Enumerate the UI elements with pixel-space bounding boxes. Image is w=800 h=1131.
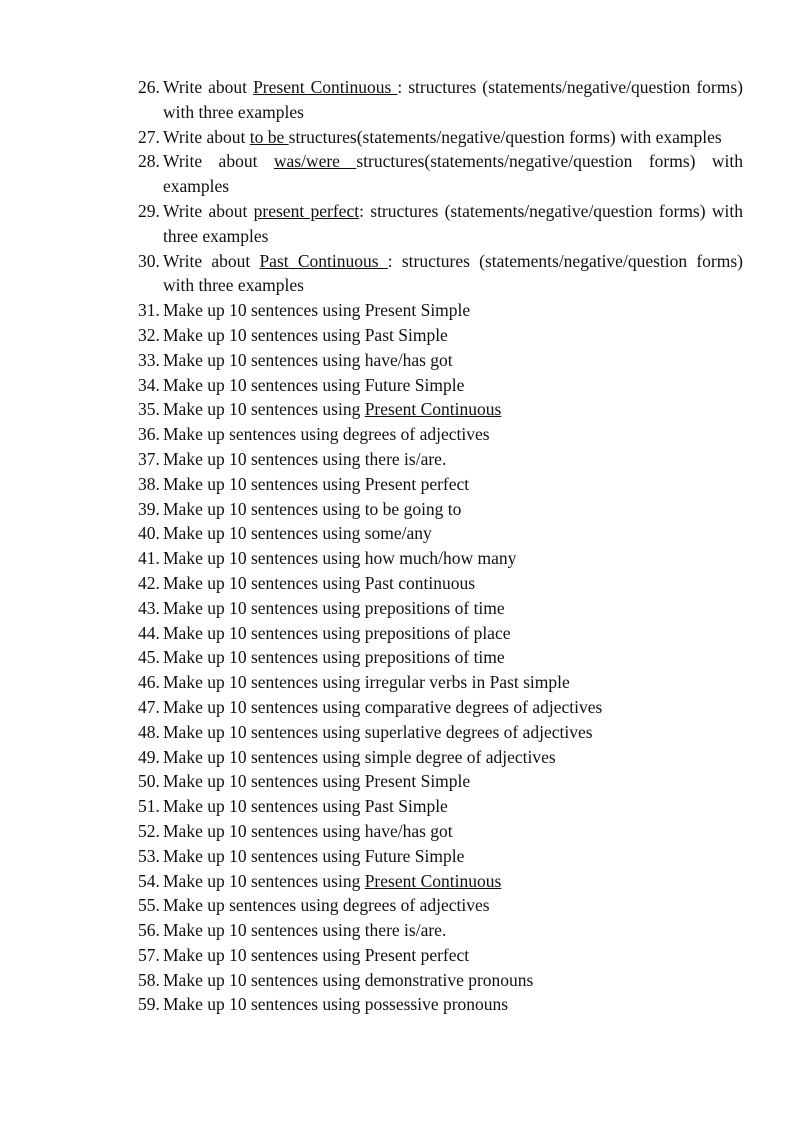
item-text: Make up sentences using degrees of adjectives (163, 895, 490, 916)
item-number: 36. (138, 424, 160, 445)
item-number: 52. (138, 820, 160, 841)
list-item (138, 869, 743, 894)
item-text: Write about (163, 151, 274, 172)
item-underlined-text: Present Continuous (253, 77, 398, 97)
item-text: Make up 10 sentences using have/has got (163, 820, 453, 841)
item-text: Make up 10 sentences using Past Simple (163, 324, 448, 345)
item-text: Make up 10 sentences using Present perfect (163, 473, 470, 494)
item-text: Make up 10 sentences using Present Simple (163, 300, 471, 321)
item-number: 31. (138, 300, 160, 321)
item-text: Make up 10 sentences using (163, 870, 365, 891)
list-item (138, 621, 743, 646)
list-item (138, 75, 743, 125)
item-number: 34. (138, 374, 160, 395)
list-item (138, 943, 743, 968)
item-number: 49. (138, 746, 160, 767)
item-text: Make up 10 sentences using Past Simple (163, 796, 448, 817)
list-item (138, 745, 743, 770)
item-text-continued: structures(statements/negative/question forms) with examples (163, 151, 743, 197)
item-number: 30. (138, 250, 160, 271)
item-number: 37. (138, 448, 160, 469)
list-item (138, 422, 743, 447)
list-item (138, 149, 743, 199)
item-underlined-text: Present Continuous (364, 399, 502, 420)
item-text: Make up 10 sentences using Past continuous (163, 572, 476, 593)
item-text: Write about (163, 200, 254, 221)
list-item (138, 992, 743, 1017)
list-item (138, 968, 743, 993)
list-item (138, 546, 743, 571)
item-number: 28. (138, 151, 160, 172)
item-text: Make up 10 sentences using Future Simple (163, 374, 465, 395)
item-number: 51. (138, 796, 160, 817)
item-underlined-text: to be (249, 126, 289, 147)
list-item (138, 323, 743, 348)
item-number: 35. (138, 399, 160, 420)
item-text-continued: structures(statements/negative/question forms) with examples (288, 126, 722, 147)
item-text: Make up 10 sentences using how much/how many (163, 548, 517, 569)
item-number: 27. (138, 126, 160, 147)
item-number: 39. (138, 498, 160, 519)
item-number: 58. (138, 969, 160, 990)
list-item (138, 472, 743, 497)
item-number: 38. (138, 473, 160, 494)
list-item (138, 844, 743, 869)
item-text: Make up 10 sentences using superlative degrees of adjectives (163, 721, 593, 742)
list-item (138, 596, 743, 621)
list-item (138, 571, 743, 596)
item-text-continued: : structures (statements/negative/question forms) with three examples (163, 77, 743, 122)
list-item (138, 819, 743, 844)
item-text: Make up sentences using degrees of adjectives (163, 424, 490, 445)
item-underlined-text: Present Continuous (364, 870, 502, 891)
item-text: Make up 10 sentences using prepositions of time (163, 597, 505, 618)
item-text: Make up 10 sentences using have/has got (163, 349, 453, 370)
item-number: 26. (138, 77, 160, 97)
item-text: Write about (163, 77, 254, 97)
list-item (138, 447, 743, 472)
item-text: Write about (163, 250, 260, 271)
item-number: 40. (138, 523, 160, 544)
item-number: 47. (138, 696, 160, 717)
item-number: 59. (138, 994, 160, 1015)
item-number: 57. (138, 944, 160, 965)
item-text: Make up 10 sentences using there is/are. (163, 448, 447, 469)
list-item (138, 497, 743, 522)
item-number: 42. (138, 572, 160, 593)
item-text: Make up 10 sentences using comparative degrees of adjectives (163, 696, 603, 717)
list-item (138, 199, 743, 249)
item-number: 46. (138, 672, 160, 693)
item-text: Write about (163, 126, 250, 147)
item-text: Make up 10 sentences using demonstrative pronouns (163, 969, 534, 990)
list-item (138, 670, 743, 695)
item-text: Make up 10 sentences using prepositions of place (163, 622, 511, 643)
item-number: 44. (138, 622, 160, 643)
item-number: 33. (138, 349, 160, 370)
list-item (138, 645, 743, 670)
item-text: Make up 10 sentences using (163, 399, 365, 420)
item-number: 54. (138, 870, 160, 891)
list-item (138, 348, 743, 373)
item-text: Make up 10 sentences using to be going to (163, 498, 462, 519)
list-item (138, 720, 743, 745)
list-item (138, 521, 743, 546)
item-underlined-text: Past Continuous (259, 250, 388, 271)
item-text: Make up 10 sentences using prepositions of time (163, 647, 505, 668)
item-text: Make up 10 sentences using some/any (163, 523, 432, 544)
list-item (138, 769, 743, 794)
item-text-continued: : structures (statements/negative/question forms) with three examples (163, 250, 743, 296)
item-number: 56. (138, 920, 160, 941)
item-text: Make up 10 sentences using there is/are. (163, 920, 447, 941)
list-item (138, 397, 743, 422)
list-item (138, 893, 743, 918)
item-number: 45. (138, 647, 160, 668)
item-number: 43. (138, 597, 160, 618)
list-item (138, 373, 743, 398)
list-item (138, 794, 743, 819)
list-item (138, 249, 743, 299)
list-item (138, 695, 743, 720)
item-number: 48. (138, 721, 160, 742)
item-underlined-text: was/were (273, 151, 357, 172)
item-number: 55. (138, 895, 160, 916)
list-item (138, 125, 743, 150)
item-number: 32. (138, 324, 160, 345)
item-number: 53. (138, 845, 160, 866)
item-number: 29. (138, 200, 160, 221)
list-item (138, 298, 743, 323)
item-text: Make up 10 sentences using Present perfect (163, 944, 470, 965)
item-number: 41. (138, 548, 160, 569)
item-text-continued: : structures (statements/negative/question forms) with three examples (163, 200, 744, 246)
item-text: Make up 10 sentences using possessive pronouns (163, 994, 509, 1015)
item-text: Make up 10 sentences using irregular verbs in Past simple (163, 672, 570, 693)
assignment-list (138, 75, 743, 1017)
item-number: 50. (138, 771, 160, 792)
list-item (138, 918, 743, 943)
item-text: Make up 10 sentences using simple degree of adjectives (163, 746, 556, 767)
item-text: Make up 10 sentences using Present Simple (163, 771, 471, 792)
item-underlined-text: present perfect (253, 200, 360, 221)
item-text: Make up 10 sentences using Future Simple (163, 845, 465, 866)
